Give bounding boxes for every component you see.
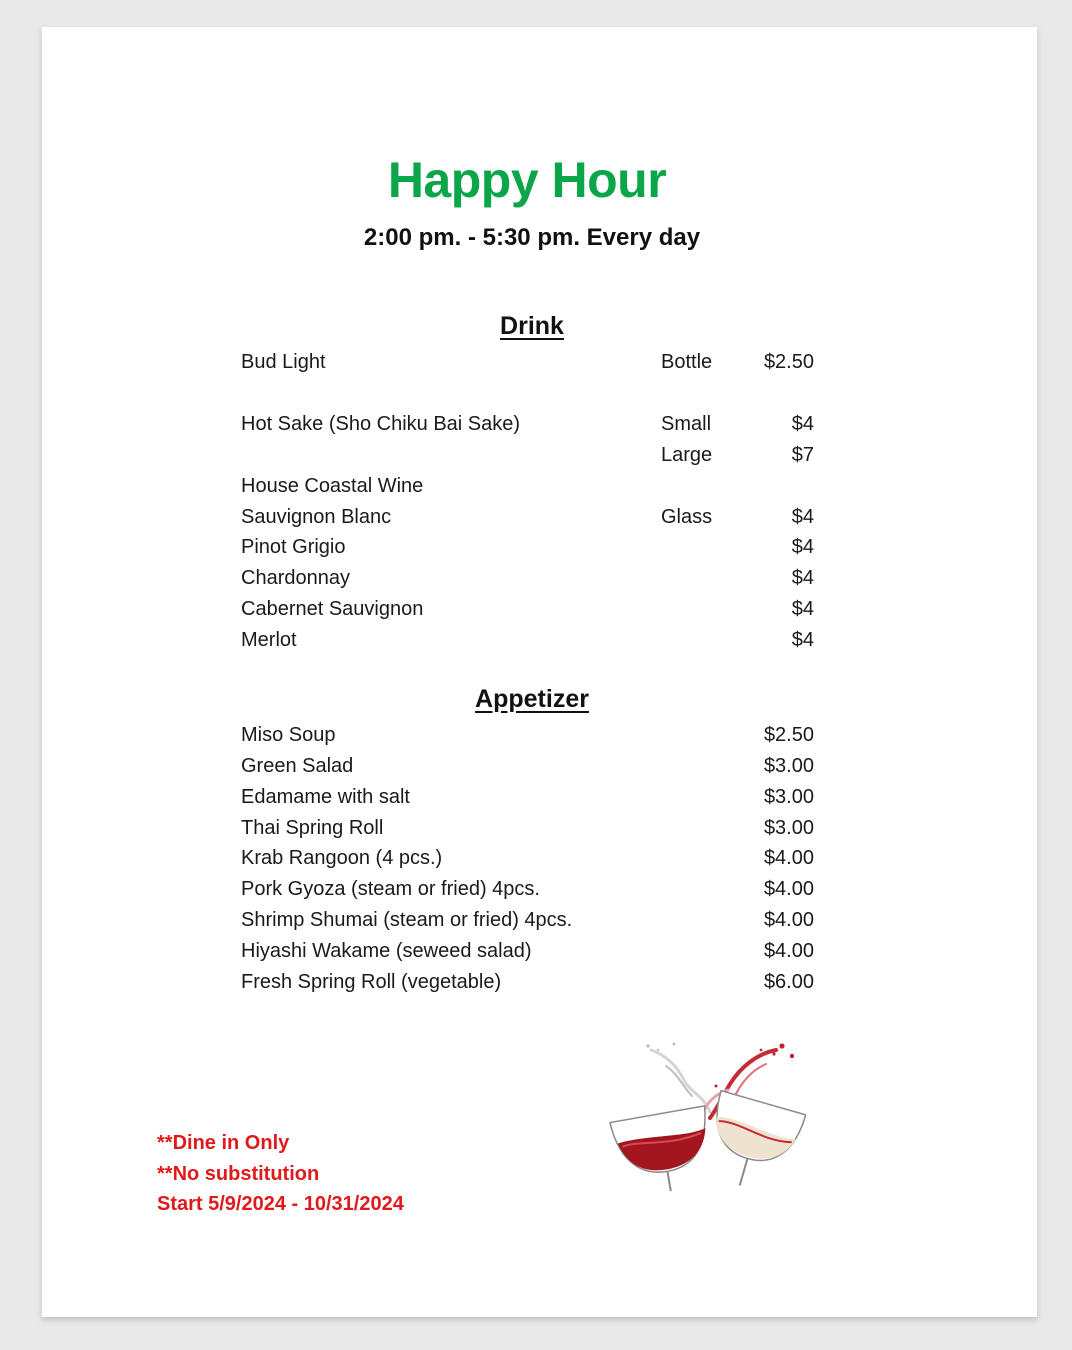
appetizer-item-name: Miso Soup <box>241 724 336 746</box>
drink-item-size: Bottle <box>661 351 713 373</box>
page-title: Happy Hour <box>387 152 667 208</box>
appetizer-item-price: $2.50 <box>763 724 814 746</box>
drink-item-name: Chardonnay <box>241 567 350 589</box>
drink-item-name: Merlot <box>241 629 297 651</box>
hours-subtitle: 2:00 pm. - 5:30 pm. Every day <box>363 224 701 251</box>
dine-in-note: **Dine in Only <box>157 1132 290 1154</box>
drink-item-name: Bud Light <box>241 351 326 373</box>
drink-item-price: $7 <box>791 444 814 466</box>
appetizer-item-price: $3.00 <box>763 786 814 808</box>
menu-page <box>42 27 1037 1317</box>
drink-item-name: Hot Sake (Sho Chiku Bai Sake) <box>241 413 521 435</box>
appetizer-item-price: $3.00 <box>763 755 814 777</box>
drink-item-price: $4 <box>791 629 814 651</box>
appetizer-item-price: $4.00 <box>763 847 814 869</box>
drink-item-name: Sauvignon Blanc <box>241 506 392 528</box>
appetizer-item-price: $6.00 <box>763 971 814 993</box>
drink-item-price: $2.50 <box>763 351 814 373</box>
appetizer-item-name: Shrimp Shumai (steam or fried) 4pcs. <box>241 909 573 931</box>
promo-dates-note: Start 5/9/2024 - 10/31/2024 <box>157 1193 404 1215</box>
appetizer-item-name: Edamame with salt <box>241 786 410 808</box>
drink-item-size: Glass <box>661 506 713 528</box>
appetizer-item-name: Fresh Spring Roll (vegetable) <box>241 971 502 993</box>
appetizer-item-name: Pork Gyoza (steam or fried) 4pcs. <box>241 878 540 900</box>
drink-item-price: $4 <box>791 413 814 435</box>
no-substitution-note: **No substitution <box>157 1163 320 1185</box>
drink-item-name: Cabernet Sauvignon <box>241 598 424 620</box>
appetizer-item-name: Green Salad <box>241 755 354 777</box>
appetizer-item-name: Hiyashi Wakame (seweed salad) <box>241 940 532 962</box>
drink-item-price: $4 <box>791 598 814 620</box>
appetizer-item-price: $3.00 <box>763 817 814 839</box>
appetizer-item-price: $4.00 <box>763 909 814 931</box>
wine-glasses-toast-icon <box>606 1036 806 1196</box>
drink-item-name: Pinot Grigio <box>241 536 346 558</box>
drink-item-name: House Coastal Wine <box>241 475 424 497</box>
drink-item-price: $4 <box>791 567 814 589</box>
appetizer-heading: Appetizer <box>475 685 589 713</box>
appetizer-item-price: $4.00 <box>763 878 814 900</box>
appetizer-item-price: $4.00 <box>763 940 814 962</box>
drink-item-price: $4 <box>791 506 814 528</box>
appetizer-item-name: Krab Rangoon (4 pcs.) <box>241 847 443 869</box>
appetizer-item-name: Thai Spring Roll <box>241 817 384 839</box>
drink-heading: Drink <box>500 312 564 340</box>
drink-item-size: Small <box>661 413 712 435</box>
drink-item-price: $4 <box>791 536 814 558</box>
drink-item-size: Large <box>661 444 713 466</box>
